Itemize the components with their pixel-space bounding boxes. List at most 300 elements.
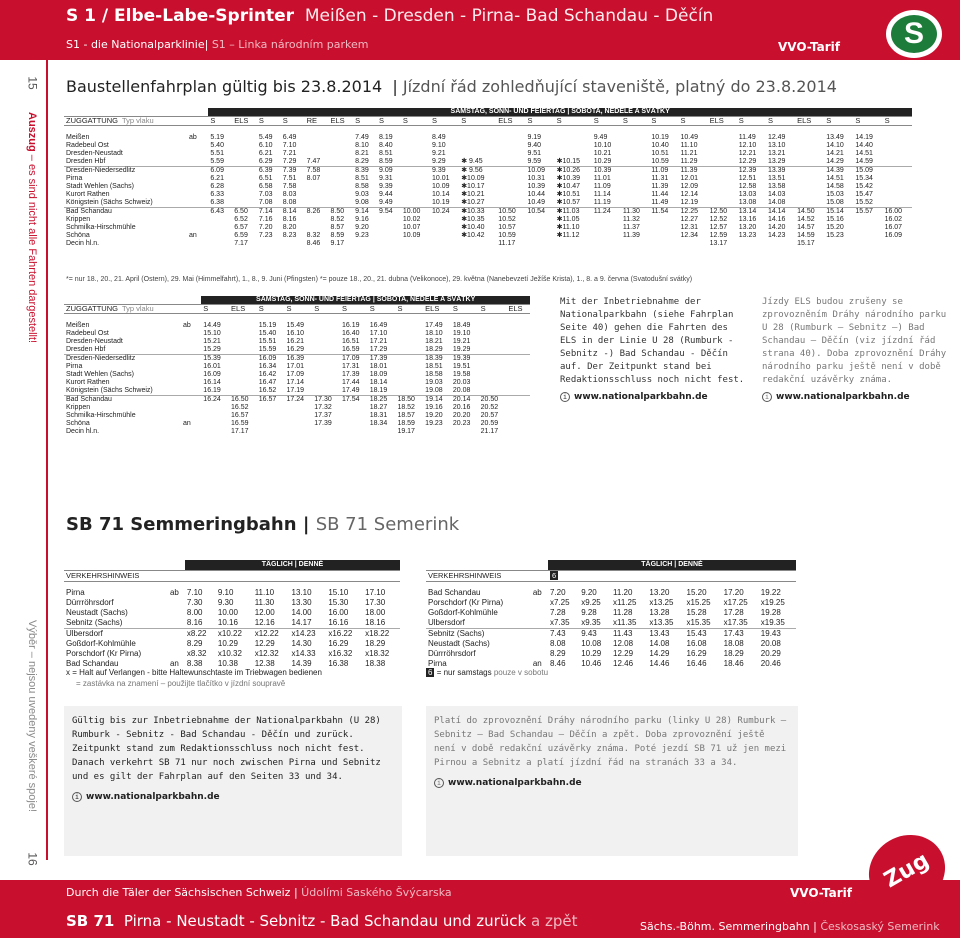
table-row xyxy=(64,628,400,639)
time-cell xyxy=(649,232,678,240)
time-cell xyxy=(496,134,525,142)
station-marker xyxy=(181,428,196,436)
time-cell xyxy=(430,216,459,224)
time-cell: 9.17 xyxy=(330,239,345,247)
time-cell: 10.50 xyxy=(496,207,525,216)
table-row xyxy=(64,363,530,371)
time-cell: 13.03 xyxy=(738,190,757,198)
train-type: S xyxy=(430,117,459,126)
time-cell: 11.54 xyxy=(649,207,678,216)
station-marker xyxy=(181,371,196,379)
time-cell: 18.27 xyxy=(369,403,388,411)
time-cell xyxy=(312,322,340,330)
time-cell: 10.49 xyxy=(680,133,698,141)
time-cell: 19.23 xyxy=(425,419,443,427)
time-cell xyxy=(208,216,232,224)
time-cell: 18.34 xyxy=(369,419,388,427)
time-cell xyxy=(401,199,430,208)
time-cell xyxy=(506,395,530,404)
station-marker xyxy=(181,338,196,346)
time-cell xyxy=(496,150,525,158)
time-cell: 12.38 xyxy=(254,658,275,668)
time-cell: 10.16 xyxy=(217,617,238,627)
time-cell: x13.35 xyxy=(649,617,674,627)
time-cell: 18.09 xyxy=(369,370,388,378)
time-cell xyxy=(621,183,649,191)
time-cell: 8.08 xyxy=(282,198,297,206)
time-cell xyxy=(506,428,530,436)
time-cell: x7.25 xyxy=(549,597,570,607)
time-cell: 8.29 xyxy=(355,157,369,165)
time-cell: 19.58 xyxy=(452,370,471,378)
time-cell: 11.30 xyxy=(621,207,649,216)
time-cell: 16.46 xyxy=(686,658,707,668)
time-cell: 9.20 xyxy=(355,223,369,231)
time-cell: 18.59 xyxy=(397,419,415,427)
time-cell xyxy=(257,404,285,412)
time-cell: 11.31 xyxy=(651,174,669,182)
time-cell xyxy=(649,240,678,248)
table-row xyxy=(64,404,530,412)
time-cell: 5.51 xyxy=(210,149,224,157)
time-cell: 12.16 xyxy=(254,617,275,627)
time-cell xyxy=(795,142,824,150)
time-cell: 15.10 xyxy=(328,587,349,597)
time-cell: 17.37 xyxy=(314,411,332,419)
time-cell xyxy=(479,387,507,396)
table-row xyxy=(64,659,400,669)
time-cell: 9.49 xyxy=(379,198,393,206)
time-cell: 10.39 xyxy=(592,166,621,175)
time-cell: 12.27 xyxy=(680,215,698,223)
title-row xyxy=(64,108,912,117)
time-cell: ✱11.10 xyxy=(556,223,580,231)
time-cell: 14.49 xyxy=(203,321,221,329)
time-cell xyxy=(621,199,649,208)
header-subtitle: S1 - die Nationalparklinie| S1 – Linka národním parkem xyxy=(66,38,369,51)
time-cell: 15.28 xyxy=(686,607,707,617)
station-name: Neustadt (Sachs) xyxy=(66,607,128,617)
time-cell xyxy=(506,412,530,420)
page-number-top: 15 xyxy=(25,76,40,90)
table-row xyxy=(64,412,530,420)
time-cell: 7.28 xyxy=(549,607,566,617)
time-cell: 8.46 xyxy=(306,239,321,247)
time-cell: 12.21 xyxy=(738,149,757,157)
time-cell: 10.44 xyxy=(527,190,545,198)
time-cell: 11.49 xyxy=(738,133,756,141)
time-cell: 17.30 xyxy=(365,597,386,607)
time-cell: 19.10 xyxy=(452,329,471,337)
sb71-info-box-de: Gültig bis zur Inbetriebnahme der Nationalparkbahn (U 28) Rumburk - Sebnitz - Bad Schandau - Děčín und zurück. Zeitpunkt stand zum Redaktionsschluss noch nicht fest. Danach verkehrt SB 71 nur noch zwischen Pirna und Sebnitz und es gilt der Fahrplan auf den Seiten 33 und 34. i www.nationalparkbahn.de xyxy=(64,706,402,856)
station-name: Pirna xyxy=(66,174,83,182)
time-cell xyxy=(328,175,353,183)
station-marker xyxy=(181,404,196,412)
train-type: ELS xyxy=(708,117,737,126)
time-cell: 12.39 xyxy=(737,166,766,175)
time-cell xyxy=(229,371,257,379)
time-cell: 11.09 xyxy=(593,182,611,190)
train-type: S xyxy=(678,117,707,126)
info-icon: i xyxy=(434,778,444,788)
time-cell: 20.16 xyxy=(452,403,471,411)
time-cell: 17.39 xyxy=(314,419,332,427)
time-cell: 15.43 xyxy=(685,628,722,639)
nationalpark-link-sb[interactable]: www.nationalparkbahn.de xyxy=(86,792,220,802)
time-cell: 16.29 xyxy=(328,638,349,648)
time-cell: 13.08 xyxy=(738,198,757,206)
time-cell: 10.24 xyxy=(430,207,459,216)
station-name: Schmilka-Hirschmühle xyxy=(66,223,136,231)
time-cell xyxy=(208,232,232,240)
time-cell: 13.23 xyxy=(738,231,757,239)
time-cell: 16.59 xyxy=(231,419,249,427)
time-cell: 7.47 xyxy=(306,157,321,165)
time-cell xyxy=(395,379,423,387)
time-cell: x16.32 xyxy=(328,648,353,658)
time-cell: 7.16 xyxy=(258,215,273,223)
table-row xyxy=(64,354,530,363)
time-cell xyxy=(795,191,824,199)
time-cell: 15.39 xyxy=(201,354,229,363)
time-cell: 21.17 xyxy=(480,427,499,435)
time-cell: 8.39 xyxy=(353,166,377,175)
time-cell xyxy=(708,134,737,142)
time-cell: 7.23 xyxy=(258,231,273,239)
time-cell xyxy=(430,224,459,232)
time-cell xyxy=(312,346,340,355)
time-cell xyxy=(353,240,377,248)
time-cell: 8.52 xyxy=(330,215,345,223)
table-row xyxy=(426,618,796,629)
station-name: Dresden-Niedersedlitz xyxy=(64,354,181,363)
station-name: Königstein (Sächs Schweiz) xyxy=(66,386,153,394)
time-cell: 19.51 xyxy=(452,362,471,370)
time-cell: 6.28 xyxy=(210,182,224,190)
time-cell xyxy=(430,240,459,248)
time-cell: 17.49 xyxy=(425,321,443,329)
station-marker xyxy=(181,379,196,387)
time-cell: 9.20 xyxy=(581,587,597,597)
time-cell: 7.08 xyxy=(258,198,273,206)
time-cell xyxy=(708,150,737,158)
time-cell: 8.29 xyxy=(549,648,566,658)
time-cell: 15.52 xyxy=(855,198,873,206)
time-cell: 7.58 xyxy=(282,182,297,190)
time-cell: 12.57 xyxy=(709,223,728,231)
time-cell: 7.21 xyxy=(282,149,297,157)
time-cell: 15.08 xyxy=(826,198,844,206)
time-cell: 17.19 xyxy=(286,386,305,394)
zuggattung-cz: Typ vlaku xyxy=(121,116,154,125)
train-type: ELS xyxy=(229,305,257,314)
section-heading-sb71: SB 71 Semmeringbahn | SB 71 Semerink xyxy=(66,514,460,535)
time-cell: 8.14 xyxy=(281,207,305,216)
train-type: S xyxy=(479,305,507,314)
timetable-s1-weekend-1 xyxy=(64,108,912,248)
time-cell: x12.32 xyxy=(254,648,279,658)
time-cell: 8.40 xyxy=(379,141,393,149)
time-cell: 15.21 xyxy=(203,337,221,345)
time-cell xyxy=(305,191,329,199)
time-cell: 11.10 xyxy=(254,587,275,597)
table-row xyxy=(64,428,530,436)
time-cell: 14.03 xyxy=(767,190,786,198)
station-name: Dresden Hbf xyxy=(66,345,106,353)
table-row xyxy=(64,598,400,608)
table-row xyxy=(64,175,912,183)
time-cell: 18.31 xyxy=(369,411,388,419)
time-cell: 11.29 xyxy=(680,157,698,165)
info-icon: i xyxy=(762,392,772,402)
time-cell xyxy=(525,240,554,248)
time-cell: 16.59 xyxy=(341,345,360,353)
table-row xyxy=(64,232,912,240)
time-cell: ✱10.42 xyxy=(461,231,485,239)
time-cell: 10.39 xyxy=(527,182,545,190)
time-cell: 16.29 xyxy=(686,648,707,658)
time-cell: ✱10.26 xyxy=(555,166,592,175)
time-cell: 20.52 xyxy=(480,403,499,411)
zuggattung-row xyxy=(64,117,912,126)
time-cell xyxy=(479,338,507,346)
saturday-marker: 6 xyxy=(551,571,557,580)
time-cell: 20.08 xyxy=(760,638,781,648)
time-cell xyxy=(496,158,525,167)
time-cell xyxy=(328,142,353,150)
verkehrs-cell xyxy=(579,571,611,582)
nationalpark-link-cz[interactable]: www.nationalparkbahn.de xyxy=(776,392,910,402)
time-cell xyxy=(496,166,525,175)
station-name: Bad Schandau xyxy=(428,587,481,597)
time-cell: 7.17 xyxy=(234,239,248,247)
time-cell: 13.28 xyxy=(649,607,670,617)
train-type: S xyxy=(377,117,401,126)
time-cell xyxy=(506,346,530,355)
station-name: Krippen xyxy=(66,215,91,223)
zuggattung-cz: Typ vlaku xyxy=(121,304,154,313)
time-cell: 17.17 xyxy=(231,427,249,435)
train-type: ELS xyxy=(423,305,451,314)
time-cell: 18.29 xyxy=(723,648,744,658)
time-cell xyxy=(305,142,329,150)
train-type: S xyxy=(368,305,396,314)
station-marker: ab xyxy=(532,587,542,597)
time-cell: 10.51 xyxy=(651,149,669,157)
time-cell: 14.57 xyxy=(797,223,815,231)
time-cell: 18.08 xyxy=(723,638,744,648)
time-cell: 12.31 xyxy=(680,223,698,231)
nationalpark-link[interactable]: www.nationalparkbahn.de xyxy=(574,392,708,402)
time-cell: 9.59 xyxy=(527,157,542,165)
time-cell: 19.17 xyxy=(397,427,415,435)
time-cell: 10.52 xyxy=(498,215,516,223)
train-type: S xyxy=(737,117,766,126)
time-cell: ✱ 9.45 xyxy=(461,157,483,165)
time-cell: 12.52 xyxy=(709,215,728,223)
time-cell xyxy=(883,158,912,167)
time-cell xyxy=(208,240,232,248)
time-cell: 14.29 xyxy=(826,157,844,165)
time-cell: 20.03 xyxy=(452,378,471,386)
time-cell xyxy=(883,142,912,150)
time-cell: 13.39 xyxy=(766,166,795,175)
time-cell: 15.23 xyxy=(826,231,844,239)
time-cell: 14.59 xyxy=(855,157,873,165)
time-cell: 16.49 xyxy=(369,321,388,329)
time-cell: 18.29 xyxy=(425,345,443,353)
time-cell xyxy=(232,150,257,158)
time-cell xyxy=(621,175,649,183)
time-cell: 13.51 xyxy=(767,174,786,182)
station-marker xyxy=(181,346,196,355)
time-cell: 17.01 xyxy=(286,362,305,370)
station-name: Goßdorf-Kohlmühle xyxy=(428,607,498,617)
time-cell xyxy=(883,240,912,248)
table-row xyxy=(64,207,912,216)
time-cell: 10.19 xyxy=(651,133,669,141)
time-cell: 14.40 xyxy=(855,141,873,149)
time-cell xyxy=(377,216,401,224)
time-cell: 7.20 xyxy=(258,223,273,231)
station-marker xyxy=(181,412,196,420)
time-cell xyxy=(285,404,313,412)
time-cell: 15.51 xyxy=(258,337,277,345)
time-cell xyxy=(377,224,401,232)
station-name: Goßdorf-Kohlmühle xyxy=(66,638,136,648)
time-cell: 11.39 xyxy=(651,182,669,190)
time-cell: 9.51 xyxy=(527,149,542,157)
time-cell: 8.21 xyxy=(355,149,369,157)
time-cell xyxy=(229,379,257,387)
title-row xyxy=(64,560,400,571)
station-name: Porschdorf (Kr Pirna) xyxy=(66,648,142,658)
time-cell xyxy=(592,232,621,240)
time-cell xyxy=(232,142,257,150)
time-cell: 12.29 xyxy=(254,638,275,648)
time-cell: 6.49 xyxy=(282,133,297,141)
time-cell: 15.49 xyxy=(286,321,305,329)
nationalpark-link-sb-cz[interactable]: www.nationalparkbahn.de xyxy=(448,778,582,788)
table-row xyxy=(426,639,796,649)
time-cell xyxy=(423,428,451,436)
time-cell: 10.14 xyxy=(432,190,450,198)
train-type: S xyxy=(824,117,853,126)
time-cell xyxy=(401,142,430,150)
time-cell xyxy=(883,166,912,175)
table-row xyxy=(64,322,530,330)
table-row xyxy=(64,371,530,379)
train-type: S xyxy=(459,117,496,126)
table-row xyxy=(64,346,530,355)
time-cell xyxy=(795,166,824,175)
table-row xyxy=(64,166,912,175)
time-cell: ✱11.12 xyxy=(556,231,580,239)
verkehrs-row xyxy=(426,571,796,582)
time-cell xyxy=(377,232,401,240)
time-cell xyxy=(232,134,257,142)
station-name: Meißen xyxy=(66,321,90,329)
time-cell xyxy=(257,420,285,428)
time-cell: 17.28 xyxy=(723,607,744,617)
time-cell: 10.38 xyxy=(217,658,238,668)
time-cell: 10.08 xyxy=(581,638,602,648)
time-cell xyxy=(377,240,401,248)
time-cell: 13.10 xyxy=(291,587,312,597)
time-cell: 20.57 xyxy=(480,411,499,419)
station-marker: an xyxy=(169,658,179,668)
time-cell: 18.00 xyxy=(365,607,386,617)
station-name: Dürrröhrsdorf xyxy=(66,597,114,607)
station-name: Schmilka-Hirschmühle xyxy=(66,411,136,419)
time-cell xyxy=(592,240,621,248)
time-cell: 16.47 xyxy=(258,378,277,386)
station-name: Dürrröhrsdorf xyxy=(428,648,476,658)
time-cell: 17.20 xyxy=(723,587,744,597)
time-cell xyxy=(229,346,257,355)
station-marker: ab xyxy=(169,587,179,597)
time-cell xyxy=(305,183,329,191)
time-cell xyxy=(496,175,525,183)
time-cell xyxy=(368,428,396,436)
time-cell xyxy=(496,199,525,208)
time-cell: ✱10.57 xyxy=(556,198,580,206)
train-type: S xyxy=(766,117,795,126)
time-cell: 17.43 xyxy=(722,628,759,639)
time-cell: 12.58 xyxy=(738,182,757,190)
time-cell: 17.49 xyxy=(341,386,360,394)
time-cell: 9.40 xyxy=(527,141,542,149)
time-cell: 6.39 xyxy=(257,166,281,175)
time-cell xyxy=(708,183,737,191)
time-cell: 5.19 xyxy=(210,133,224,141)
time-cell xyxy=(479,354,507,363)
station-marker xyxy=(187,158,203,167)
time-cell xyxy=(328,166,353,175)
time-cell: 18.52 xyxy=(397,403,415,411)
train-type: S xyxy=(592,117,621,126)
time-cell: 13.29 xyxy=(767,157,786,165)
time-cell xyxy=(451,428,479,436)
title-spacer xyxy=(426,560,548,571)
time-cell: 13.20 xyxy=(738,223,757,231)
zug-badge-icon: Zug xyxy=(856,821,959,921)
time-cell: 6.09 xyxy=(208,166,232,175)
time-cell: 16.21 xyxy=(286,337,305,345)
time-cell xyxy=(621,158,649,167)
time-cell xyxy=(479,379,507,387)
station-name: Radebeul Ost xyxy=(66,141,109,149)
station-marker xyxy=(168,598,185,608)
time-cell: 18.16 xyxy=(365,617,386,627)
time-cell: 11.44 xyxy=(651,190,669,198)
time-cell xyxy=(708,166,737,175)
time-cell xyxy=(312,371,340,379)
time-cell xyxy=(395,338,423,346)
station-marker xyxy=(187,207,203,216)
time-cell: 7.43 xyxy=(548,628,579,639)
verkehrshinweis: VERKEHRSHINWEIS xyxy=(64,571,168,582)
train-type: ELS xyxy=(232,117,257,126)
time-cell: 5.49 xyxy=(258,133,273,141)
time-cell: 17.10 xyxy=(365,587,386,597)
table-row xyxy=(64,150,912,158)
time-cell: 7.20 xyxy=(549,587,566,597)
time-cell: 8.58 xyxy=(355,182,369,190)
station-marker xyxy=(531,628,548,639)
footer-route: SB 71 Pirna - Neustadt - Sebnitz - Bad Schandau und zurück a zpět xyxy=(66,912,578,930)
time-cell xyxy=(401,183,430,191)
